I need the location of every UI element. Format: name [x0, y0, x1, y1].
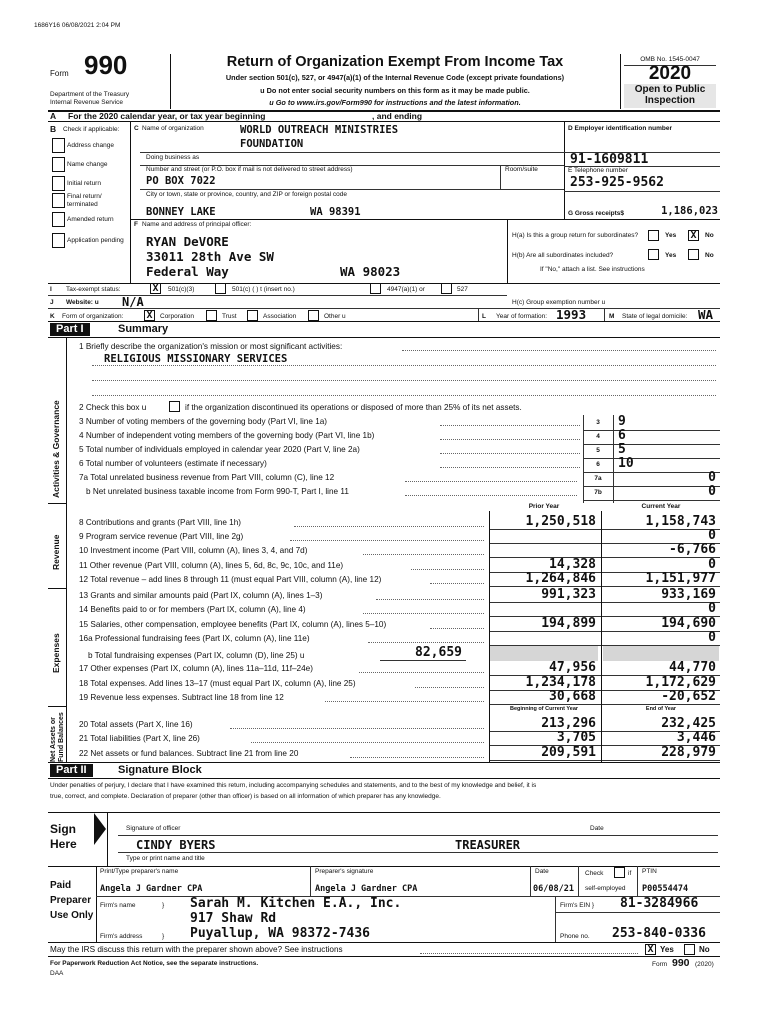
discontinued-checkbox[interactable] — [169, 401, 180, 412]
gov-line-number: 7a — [594, 475, 602, 482]
ein-label: D Employer identification number — [568, 125, 673, 132]
expense-total-leader — [359, 672, 484, 673]
signing-officer-title: TREASURER — [455, 838, 521, 852]
discuss-no-box[interactable] — [684, 944, 695, 955]
address-change-checkbox[interactable] — [52, 138, 65, 153]
phone-label: Phone no. — [560, 933, 590, 940]
expense-total-current-value: 44,770 — [669, 660, 716, 675]
mission-text: RELIGIOUS MISSIONARY SERVICES — [104, 353, 288, 365]
year-formation-label: Year of formation: — [496, 313, 548, 320]
status-527-label: 527 — [457, 286, 468, 293]
use-only-label: Use Only — [50, 910, 94, 921]
org-name-line-1: WORLD OUTREACH MINISTRIES — [240, 124, 399, 136]
footer-form-year: (2020) — [695, 961, 714, 968]
application-pending-label: Application pending — [67, 237, 124, 244]
discuss-no: No — [699, 945, 710, 954]
revenue-line-text: 12 Total revenue – add lines 8 through 11 (must equal Part VIII, column (A), line 12) — [79, 575, 382, 584]
gov-line-value: 0 — [708, 470, 716, 485]
section-c-label: C — [134, 125, 139, 132]
gov-leader — [405, 495, 577, 496]
gov-line-text: 7a Total unrelated business revenue from Part VIII, column (C), line 12 — [79, 473, 335, 482]
preparer-name-label: Print/Type preparer's name — [100, 868, 179, 875]
gov-row-rule — [583, 444, 720, 445]
check-label: Check — [585, 870, 604, 877]
here-label: Here — [50, 837, 77, 851]
expense-line-text: 14 Benefits paid to or for members (Part IX, column (A), line 4) — [79, 605, 306, 614]
gov-leader — [440, 425, 580, 426]
net-assets-current-value: 232,425 — [661, 716, 716, 731]
expense-total-leader — [415, 687, 484, 688]
check-if-applicable: Check if applicable: — [63, 126, 120, 133]
expense-total-current-value: -20,652 — [661, 689, 716, 704]
revenue-current-value: -6,766 — [669, 542, 716, 557]
gov-row-rule — [583, 430, 720, 431]
instructions-note: u Go to www.irs.gov/Form990 for instructions and the latest information. — [269, 98, 521, 107]
expense-total-line-text: 19 Revenue less expenses. Subtract line 18 from line 12 — [79, 693, 284, 702]
subordinates-question: H(b) Are all subordinates included? — [512, 252, 614, 259]
self-employed-label: self-employed — [585, 885, 626, 892]
net-assets-line-text: 22 Net assets or fund balances. Subtract line 21 from line 20 — [79, 749, 299, 758]
section-m-label: M — [609, 313, 615, 320]
net-assets-leader — [230, 728, 484, 729]
declaration-line-1: Under penalties of perjury, I declare that I have examined this return, including accompanying schedules and statements, and to the best of my knowledge and belief, it is — [50, 782, 537, 789]
net-assets-row-rule — [489, 760, 720, 761]
side-label-revenue: Revenue — [51, 534, 61, 570]
gov-row-rule — [583, 500, 720, 501]
line2-text-b: if the organization discontinued its operations or disposed of more than 25% of its net assets. — [185, 403, 522, 412]
gov-line-text: 4 Number of independent voting members of the governing body (Part VI, line 1b) — [79, 431, 375, 440]
gov-row-rule — [583, 458, 720, 459]
firm-address-line-1: 917 Shaw Rd — [190, 911, 277, 926]
association-label: Association — [263, 313, 297, 320]
expense-current-value: 0 — [708, 630, 716, 645]
expense-line-text: 16a Professional fundraising fees (Part IX, column (A), line 11e) — [79, 634, 310, 643]
revenue-line-text: 8 Contributions and grants (Part VIII, line 1h) — [79, 518, 242, 527]
gov-line-number: 5 — [596, 447, 600, 454]
status-501c-box[interactable] — [215, 283, 226, 294]
firm-ein: 81-3284966 — [620, 896, 699, 911]
gov-line-value: 9 — [618, 414, 626, 429]
final-return-checkbox[interactable] — [52, 193, 65, 208]
firm-address-label: Firm's address — [100, 933, 143, 940]
expense-current-value: 933,169 — [661, 587, 716, 602]
declaration-line-2: true, correct, and complete. Declaration of preparer (other than officer) is based on all information of which preparer has any knowledge. — [50, 793, 441, 800]
city-label: City or town, state or province, country, and ZIP or foreign postal code — [146, 191, 347, 198]
revenue-current-value: 1,158,743 — [645, 514, 716, 529]
year-formation-value: 1993 — [556, 307, 587, 322]
subordinates-no: No — [705, 252, 714, 259]
revenue-leader — [363, 554, 484, 555]
expense-total-prior-value: 1,234,178 — [525, 675, 596, 690]
org-street: PO BOX 7022 — [146, 175, 216, 187]
dept-line-2: Internal Revenue Service — [50, 99, 123, 106]
gov-line-number: 6 — [596, 461, 600, 468]
signing-officer-name: CINDY BYERS — [136, 838, 216, 852]
firm-ein-label: Firm's EIN } — [560, 902, 595, 909]
corporation-box[interactable]: X — [144, 310, 155, 321]
expense-total-line-text: 17 Other expenses (Part IX, column (A), lines 11a–11d, 11f–24e) — [79, 664, 313, 673]
revenue-prior-value: 1,250,518 — [525, 514, 596, 529]
form-word: Form — [50, 69, 69, 78]
expense-prior-value: 194,899 — [541, 616, 596, 631]
status-501c3-label: 501(c)(3) — [168, 286, 195, 293]
group-return-no-box[interactable]: X — [688, 230, 699, 241]
officer-state-zip: WA 98023 — [340, 264, 401, 279]
discuss-yes: Yes — [660, 945, 674, 954]
status-527-box[interactable] — [441, 283, 452, 294]
principal-officer-label: Name and address of principal officer: — [142, 221, 252, 228]
domicile-label: State of legal domicile: — [622, 313, 688, 320]
room-suite-label: Room/suite — [505, 166, 538, 173]
gov-line-value: 0 — [708, 484, 716, 499]
side-label-net-assets: Net Assets or Fund Balances — [50, 712, 65, 762]
tax-year-text: For the 2020 calendar year, or tax year beginning — [68, 111, 266, 121]
net-assets-line-text: 20 Total assets (Part X, line 16) — [79, 720, 193, 729]
preparer-date-label: Date — [535, 868, 549, 875]
preparer-date: 06/08/21 — [533, 884, 574, 894]
gross-receipts-label: G Gross receipts$ — [568, 210, 624, 217]
gov-leader — [440, 439, 580, 440]
other-box[interactable] — [308, 310, 319, 321]
firm-phone: 253-840-0336 — [612, 926, 706, 941]
group-return-no: No — [705, 232, 714, 239]
gov-line-text: b Net unrelated business taxable income from Form 990-T, Part I, line 11 — [86, 487, 349, 496]
trust-label: Trust — [222, 313, 237, 320]
group-return-yes-box[interactable] — [648, 230, 659, 241]
telephone-value: 253-925-9562 — [570, 175, 664, 190]
gov-col-rule — [583, 415, 584, 503]
name-change-checkbox[interactable] — [52, 157, 65, 172]
daa-label: DAA — [50, 970, 64, 977]
section-f-label: F — [134, 221, 138, 228]
preparer-ptin: P00554474 — [642, 884, 689, 894]
tax-exempt-status-label: Tax-exempt status: — [66, 286, 121, 293]
org-city: BONNEY LAKE — [146, 206, 216, 218]
corporation-label: Corporation — [160, 313, 194, 320]
if-label: if — [628, 870, 632, 877]
revenue-prior-value: 14,328 — [549, 557, 596, 572]
discuss-yes-box[interactable]: X — [645, 944, 656, 955]
open-public-1: Open to Public — [634, 84, 706, 95]
org-state-zip: WA 98391 — [310, 206, 361, 218]
revenue-line-text: 9 Program service revenue (Part VIII, line 2g) — [79, 532, 244, 541]
street-label: Number and street (or P.O. box if mail is not delivered to street address) — [146, 166, 353, 173]
dept-line-1: Department of the Treasury — [50, 91, 130, 98]
footer-form-label: Form — [652, 961, 668, 968]
revenue-current-value: 0 — [708, 557, 716, 572]
gov-col-rule — [613, 415, 614, 503]
current-year-header: Current Year — [641, 503, 681, 510]
paperwork-notice: For Paperwork Reduction Act Notice, see the separate instructions. — [50, 960, 259, 967]
website-value: N/A — [122, 295, 144, 309]
net-assets-prior-value: 209,591 — [541, 745, 596, 760]
net-assets-current-value: 228,979 — [661, 745, 716, 760]
omb-number: OMB No. 1545-0047 — [640, 56, 700, 63]
firm-address-line-2: Puyallup, WA 98372-7436 — [190, 926, 371, 941]
expense-current-value: 194,690 — [661, 616, 716, 631]
revenue-current-value: 1,151,977 — [645, 571, 716, 586]
part1-title: Summary — [118, 323, 169, 335]
gov-leader — [440, 453, 580, 454]
line16b-value: 82,659 — [415, 645, 462, 660]
prior-year-header: Prior Year — [528, 503, 560, 510]
gov-leader — [405, 481, 577, 482]
section-i-label: I — [50, 286, 52, 293]
revenue-leader — [430, 583, 484, 584]
subordinates-yes: Yes — [665, 252, 677, 259]
preparer-name: Angela J Gardner CPA — [100, 884, 203, 894]
domicile-value: WA — [698, 307, 714, 322]
expense-leader — [368, 642, 485, 643]
group-exemption-label: H(c) Group exemption number u — [512, 299, 606, 306]
expense-total-row-rule — [489, 704, 720, 705]
status-501c-label: 501(c) ( ) t (insert no.) — [232, 286, 295, 293]
expense-total-leader — [325, 701, 485, 702]
section-k-label: K — [50, 313, 55, 320]
begin-year-header: Beginning of Current Year — [509, 706, 579, 712]
website-label: Website: u — [66, 299, 99, 306]
subordinates-yes-box[interactable] — [648, 249, 659, 260]
group-return-yes: Yes — [665, 232, 677, 239]
revenue-leader — [411, 569, 485, 570]
gov-line-value: 10 — [618, 456, 634, 471]
section-l-label: L — [482, 313, 486, 320]
section-j-label: J — [50, 299, 54, 306]
net-assets-line-text: 21 Total liabilities (Part X, line 26) — [79, 734, 200, 743]
open-public-2: Inspection — [644, 95, 695, 106]
gov-line-text: 6 Total number of volunteers (estimate if necessary) — [79, 459, 267, 468]
name-change-label: Name change — [67, 161, 108, 168]
net-assets-leader — [350, 757, 484, 758]
association-box[interactable] — [247, 310, 258, 321]
officer-city: Federal Way — [146, 264, 229, 279]
revenue-line-text: 11 Other revenue (Part VIII, column (A), lines 5, 6d, 8c, 9c, 10c, and 11e) — [79, 561, 344, 570]
expense-line-text: 15 Salaries, other compensation, employee benefits (Part IX, column (A), lines 5–10) — [79, 620, 387, 629]
form-of-org-label: Form of organization: — [62, 313, 124, 320]
gov-line-value: 5 — [618, 442, 626, 457]
firm-name: Sarah M. Kitchen E.A., Inc. — [190, 896, 402, 911]
ein-value: 91-1609811 — [570, 152, 649, 167]
filing-stamp: 1686Y16 06/08/2021 2:04 PM — [34, 22, 121, 29]
final-return-label: Final return/ terminated — [67, 193, 102, 208]
amended-return-label: Amended return — [67, 216, 114, 223]
preparer-sig-label: Preparer's signature — [315, 868, 374, 875]
revenue-leader — [294, 526, 484, 527]
gov-leader — [440, 467, 580, 468]
ssn-note: u Do not enter social security numbers on this form as it may be made public. — [260, 86, 530, 95]
gov-line-number: 3 — [596, 419, 600, 426]
other-label: Other u — [324, 313, 346, 320]
group-return-question: H(a) Is this a group return for subordinates? — [512, 232, 639, 239]
part2-title: Signature Block — [118, 764, 202, 776]
amended-return-checkbox[interactable] — [52, 212, 65, 227]
gov-line-number: 7b — [594, 489, 602, 496]
revenue-line-text: 10 Investment income (Part VIII, column (A), lines 3, 4, and 7d) — [79, 546, 308, 555]
sign-here-arrow-icon — [94, 813, 106, 845]
tax-year-ending: , and ending — [372, 111, 423, 121]
org-name-line-2: FOUNDATION — [240, 138, 304, 150]
side-label-expenses: Expenses — [51, 633, 61, 673]
gov-line-text: 5 Total number of individuals employed in calendar year 2020 (Part V, line 2a) — [79, 445, 360, 454]
gov-line-text: 3 Number of voting members of the governing body (Part VI, line 1a) — [79, 417, 328, 426]
subordinates-no-box[interactable] — [688, 249, 699, 260]
initial-return-checkbox[interactable] — [52, 176, 65, 191]
subordinates-note: If "No," attach a list. See instructions — [540, 266, 645, 273]
officer-street: 33011 28th Ave SW — [146, 249, 274, 264]
part2-tag: Part II — [50, 764, 93, 777]
dba-label: Doing business as — [146, 154, 200, 161]
expense-total-prior-value: 47,956 — [549, 660, 596, 675]
expense-leader — [376, 599, 484, 600]
telephone-label: E Telephone number — [568, 167, 628, 174]
end-year-header: End of Year — [645, 706, 677, 712]
officer-date-label: Date — [590, 825, 604, 832]
line2-text: 2 Check this box u — [79, 403, 147, 412]
officer-signature-field[interactable] — [118, 820, 718, 835]
section-a-label: A — [50, 111, 57, 121]
expense-total-line-text: 18 Total expenses. Add lines 13–17 (must equal Part IX, column (A), line 25) — [79, 679, 356, 688]
firm-name-label: Firm's name — [100, 902, 136, 909]
net-assets-prior-value: 3,705 — [556, 730, 596, 745]
expense-current-value: 0 — [708, 601, 716, 616]
expense-leader — [363, 613, 484, 614]
initial-return-label: Initial return — [67, 180, 101, 187]
status-501c3-box[interactable]: X — [150, 283, 161, 294]
gross-receipts-value: 1,186,023 — [661, 205, 718, 217]
ptin-label: PTIN — [642, 868, 657, 875]
net-assets-current-value: 3,446 — [676, 730, 716, 745]
expense-total-current-value: 1,172,629 — [645, 675, 716, 690]
preparer-label: Preparer — [50, 895, 92, 906]
paid-label: Paid — [50, 880, 72, 891]
form-subtitle: Under section 501(c), 527, or 4947(a)(1) of the Internal Revenue Code (except private foundations) — [225, 73, 565, 82]
expense-line-text: 13 Grants and similar amounts paid (Part IX, column (A), lines 1–3) — [79, 591, 323, 600]
line16b-shaded-current — [603, 646, 719, 661]
officer-name: RYAN DeVORE — [146, 234, 229, 249]
line1-text: 1 Briefly describe the organization's mission or most significant activities: — [79, 342, 343, 351]
sign-label: Sign — [50, 822, 76, 836]
net-assets-prior-value: 213,296 — [541, 716, 596, 731]
line16b-text: b Total fundraising expenses (Part IX, column (D), line 25) u — [88, 651, 305, 660]
revenue-prior-value: 1,264,846 — [525, 571, 596, 586]
trust-box[interactable] — [206, 310, 217, 321]
gov-line-number: 4 — [596, 433, 600, 440]
section-b-label: B — [50, 124, 57, 134]
self-employed-checkbox[interactable] — [614, 867, 625, 878]
side-label-governance: Activities & Governance — [51, 400, 61, 498]
application-pending-checkbox[interactable] — [52, 233, 65, 248]
revenue-leader — [290, 540, 484, 541]
type-name-title-label: Type or print name and title — [126, 855, 205, 862]
expense-total-prior-value: 30,668 — [549, 689, 596, 704]
org-name-label: Name of organization — [142, 125, 204, 132]
expense-leader — [430, 628, 484, 629]
form-title: Return of Organization Exempt From Income Tax — [226, 54, 564, 70]
form-number: 990 — [84, 50, 128, 80]
line16b-shaded-prior — [490, 646, 598, 661]
footer-form-number: 990 — [672, 957, 690, 969]
discuss-question: May the IRS discuss this return with the preparer shown above? See instructions — [50, 945, 343, 954]
revenue-current-value: 0 — [708, 528, 716, 543]
gov-line-value: 6 — [618, 428, 626, 443]
preparer-signature: Angela J Gardner CPA — [315, 884, 418, 894]
status-4947-box[interactable] — [370, 283, 381, 294]
net-assets-leader — [251, 742, 484, 743]
part1-tag: Part I — [50, 323, 90, 336]
officer-signature-label: Signature of officer — [126, 825, 181, 832]
status-4947-label: 4947(a)(1) or — [387, 286, 425, 293]
tax-year: 2020 — [648, 63, 692, 84]
expense-prior-value: 991,323 — [541, 587, 596, 602]
address-change-label: Address change — [67, 142, 114, 149]
